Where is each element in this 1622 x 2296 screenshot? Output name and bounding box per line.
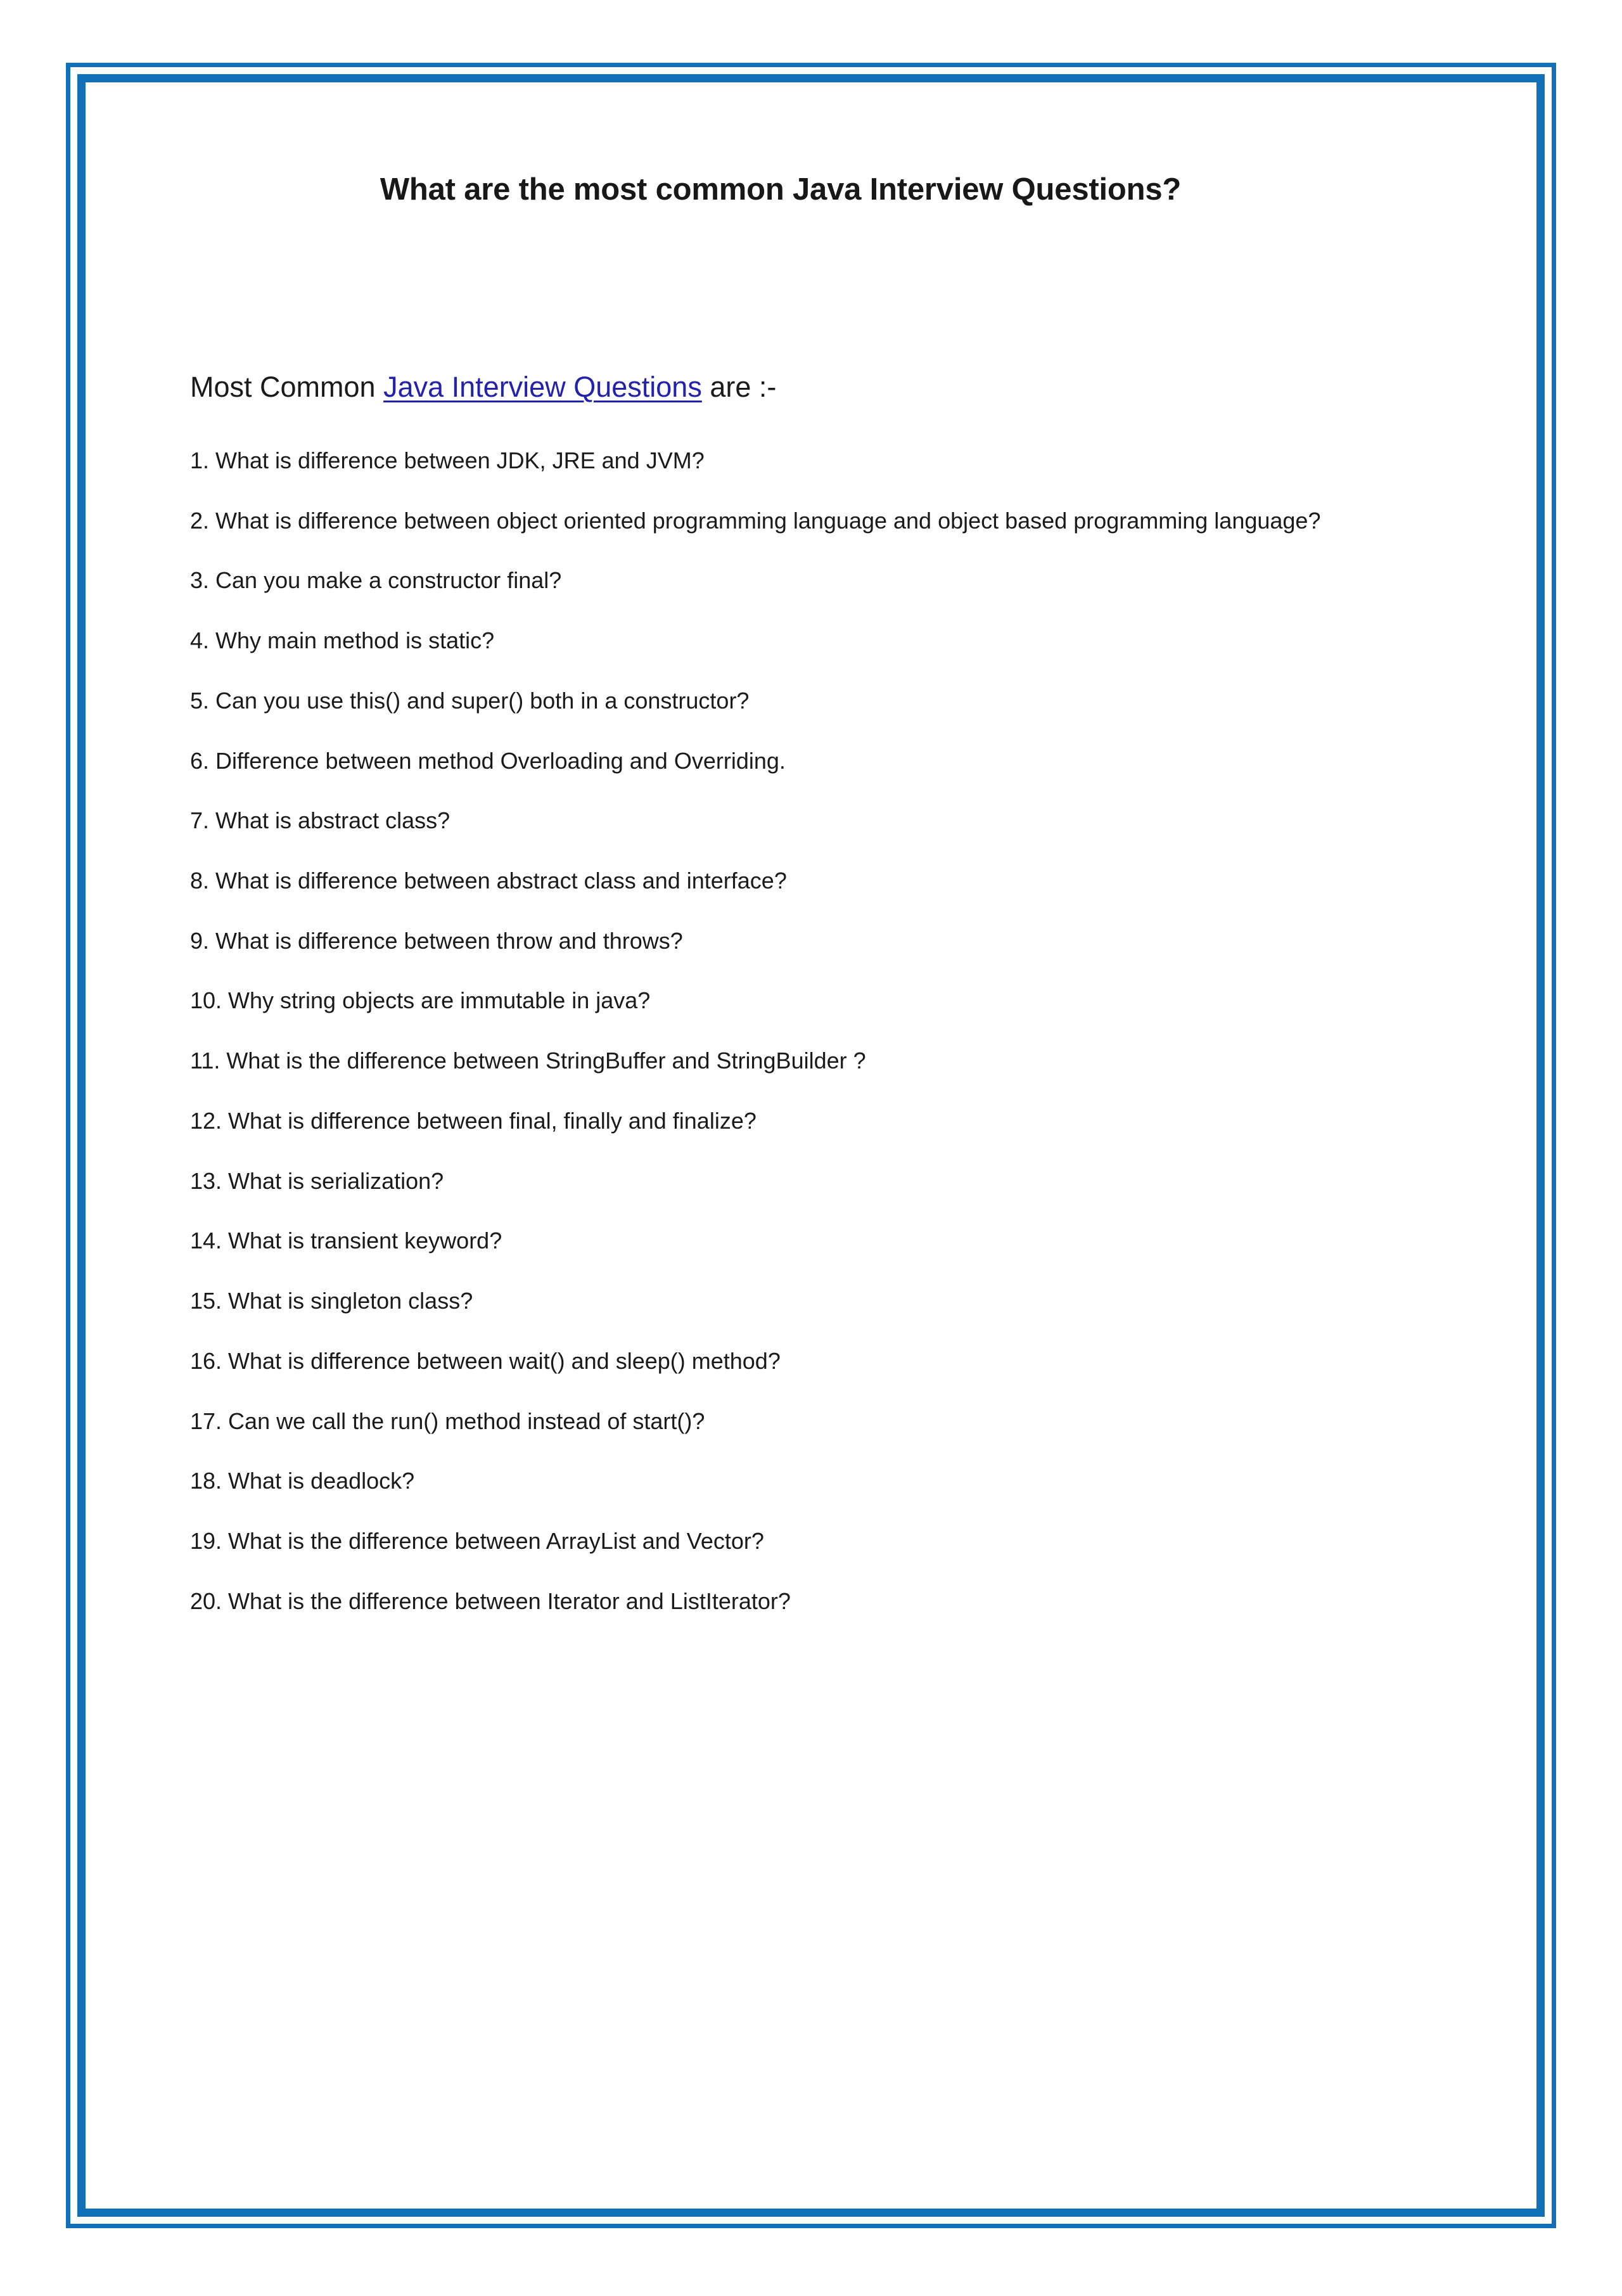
list-item: 7. What is abstract class? [190,807,450,834]
list-item: 15. What is singleton class? [190,1288,473,1314]
list-item: 18. What is deadlock? [190,1468,415,1494]
list-item: 4. Why main method is static? [190,627,495,654]
page-title: What are the most common Java Interview Questions? [380,172,1182,207]
list-item: 10. Why string objects are immutable in java? [190,987,651,1014]
list-item: 8. What is difference between abstract class and interface? [190,868,787,894]
java-interview-questions-link[interactable]: Java Interview Questions [383,371,702,403]
list-item: 20. What is the difference between Iterator and ListIterator? [190,1587,791,1614]
list-item: 11. What is the difference between StringBuffer and StringBuilder ? [190,1048,866,1074]
list-item: 5. Can you use this() and super() both in a constructor? [190,687,750,714]
list-item: 17. Can we call the run() method instead of start()? [190,1408,705,1434]
list-item: 19. What is the difference between ArrayList and Vector? [190,1527,764,1554]
questions-list [190,444,1369,1619]
list-item: 16. What is difference between wait() and sleep() method? [190,1347,781,1374]
intro-text-before: Most Common [190,371,384,403]
list-item: 1. What is difference between JDK, JRE and JVM? [190,447,705,473]
list-item: 13. What is serialization? [190,1167,444,1194]
intro-text-after: are :- [701,371,777,403]
list-item: 12. What is difference between final, finally and finalize? [190,1107,757,1134]
list-item: 6. Difference between method Overloading and Overriding. [190,747,786,774]
list-item: 9. What is difference between throw and throws? [190,927,683,954]
intro-paragraph [190,369,776,405]
list-item: 14. What is transient keyword? [190,1228,502,1254]
list-item: 2. What is difference between object oriented programming language and object based programming language? [190,507,1321,534]
document-content [190,171,1369,1614]
list-item: 3. Can you make a constructor final? [190,567,562,594]
